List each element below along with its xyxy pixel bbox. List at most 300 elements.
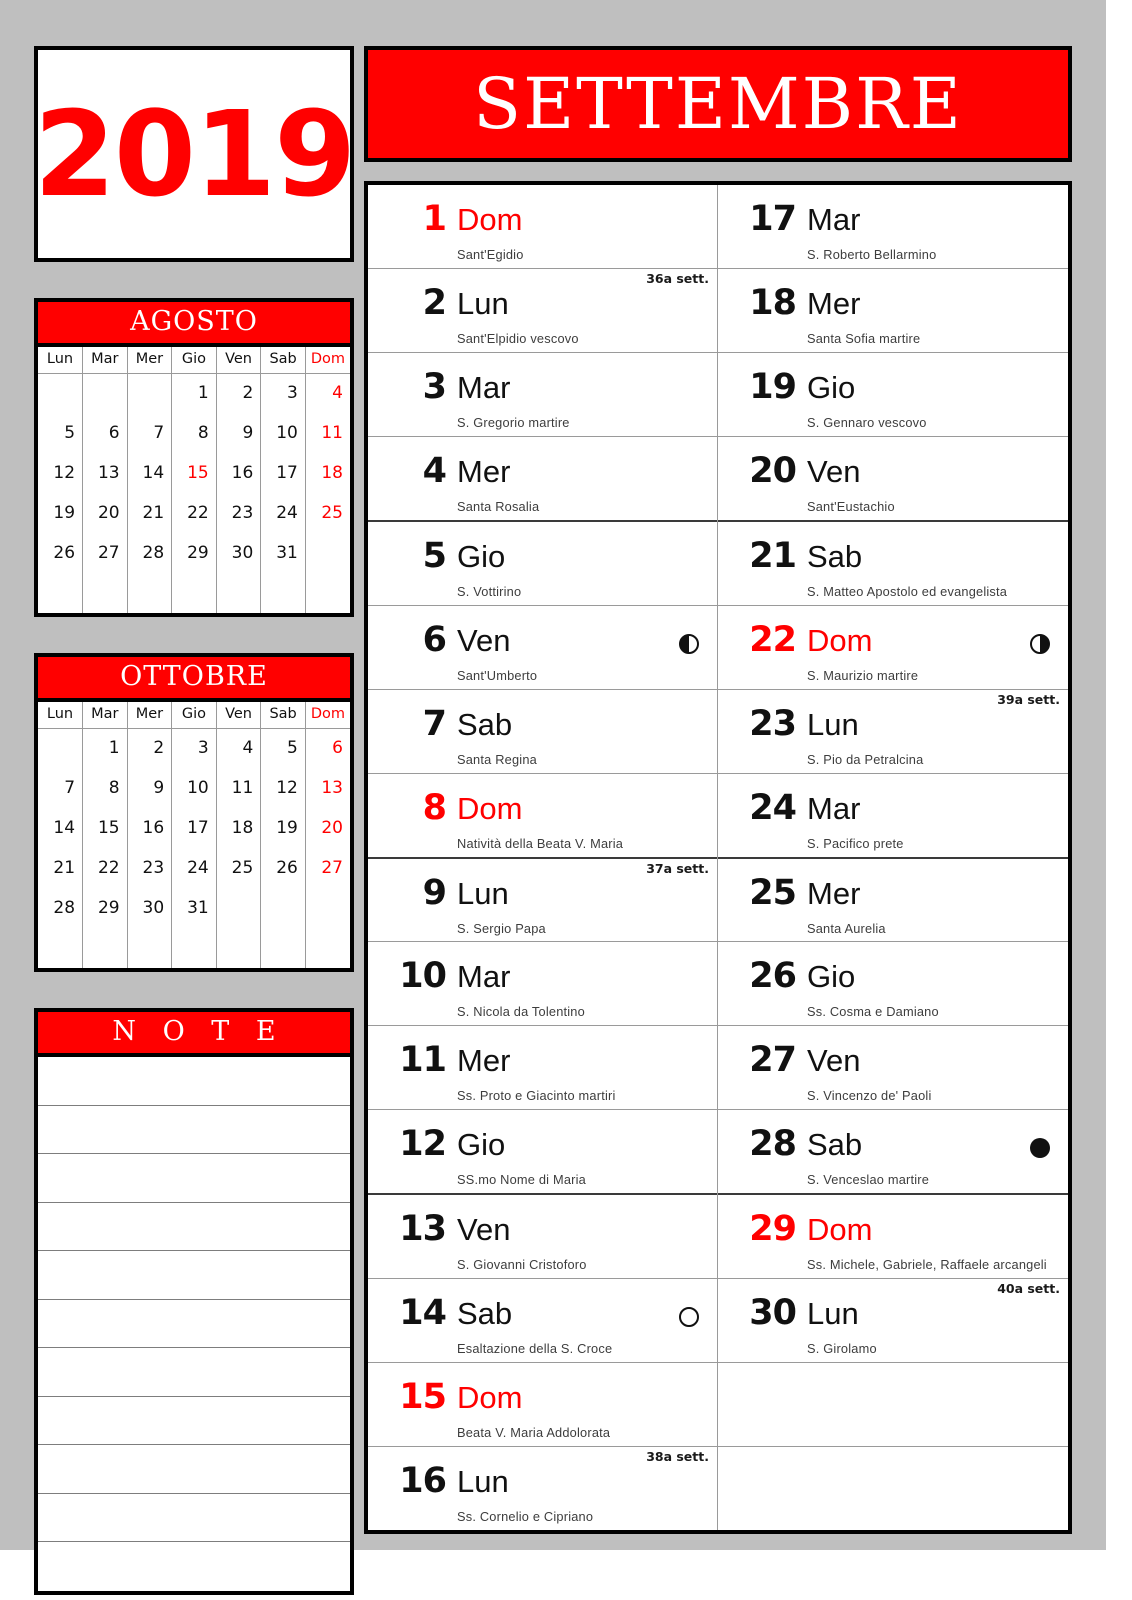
mini-week-row [38, 848, 350, 888]
note-line[interactable] [38, 1348, 350, 1397]
saint-name: Natività della Beata V. Maria [457, 835, 624, 851]
mini-day-cell[interactable]: 27 [83, 533, 128, 573]
note-line[interactable] [38, 1542, 350, 1591]
mini-weekday-header: Dom [305, 702, 350, 728]
saint-name: S. Sergio Papa [457, 920, 546, 936]
day-number: 9 [422, 872, 446, 913]
mini-day-cell[interactable]: 19 [38, 493, 83, 533]
mini-day-cell [261, 888, 306, 928]
mini-day-cell[interactable]: 13 [305, 768, 350, 808]
mini-weekday-header: Lun [38, 347, 83, 373]
mini-day-cell[interactable]: 3 [261, 373, 306, 413]
day-header [368, 1040, 717, 1081]
day-weekday-name: Gio [807, 959, 856, 995]
day-number: 2 [422, 282, 446, 323]
mini-weekday-header: Lun [38, 702, 83, 728]
day-weekday-name: Dom [457, 202, 523, 237]
day-weekday-name: Mer [807, 285, 861, 321]
mini-day-cell[interactable]: 31 [261, 533, 306, 573]
day-weekday-name: Ven [807, 453, 861, 489]
mini-day-cell[interactable]: 18 [216, 808, 261, 848]
day-number: 22 [749, 619, 796, 660]
mini-week-row [38, 373, 350, 413]
saint-name: S. Vottirino [457, 583, 522, 599]
mini-day-cell [127, 928, 172, 968]
day-cell[interactable] [718, 606, 1068, 690]
day-cell[interactable] [368, 1110, 717, 1195]
mini-day-cell [83, 573, 128, 613]
mini-day-cell[interactable]: 17 [261, 453, 306, 493]
day-weekday-name: Sab [807, 1127, 863, 1163]
mini-day-cell[interactable]: 11 [216, 768, 261, 808]
mini-day-cell[interactable]: 22 [83, 848, 128, 888]
mini-day-cell[interactable]: 21 [127, 493, 172, 533]
day-weekday-name: Sab [807, 538, 863, 574]
mini-day-cell[interactable]: 24 [172, 848, 217, 888]
day-header [718, 199, 1068, 239]
day-header [718, 787, 1068, 828]
year-label: 2019 [33, 85, 355, 223]
note-line[interactable] [38, 1445, 350, 1494]
mini-week-row [38, 888, 350, 928]
mini-day-cell[interactable]: 9 [127, 768, 172, 808]
day-number: 29 [749, 1209, 796, 1250]
day-weekday-name: Ven [807, 1043, 861, 1079]
mini-week-row [38, 413, 350, 453]
mini-day-cell[interactable]: 26 [38, 533, 83, 573]
mini-day-cell [216, 928, 261, 968]
note-line[interactable] [38, 1397, 350, 1446]
mini-week-row [38, 573, 350, 613]
mini-day-cell[interactable]: 27 [305, 848, 350, 888]
mini-day-cell[interactable]: 10 [261, 413, 306, 453]
day-header [718, 282, 1068, 323]
day-cell[interactable] [718, 1110, 1068, 1195]
day-number: 11 [399, 1040, 446, 1081]
day-header [718, 872, 1068, 913]
mini-day-cell[interactable]: 7 [127, 413, 172, 453]
mini-day-cell[interactable]: 25 [305, 493, 350, 533]
week-number-label: 37a sett. [646, 860, 709, 876]
mini-day-cell[interactable]: 30 [216, 533, 261, 573]
mini-month-next [34, 653, 354, 972]
mini-weekday-header: Dom [305, 347, 350, 373]
days-column-first-half [368, 185, 718, 1530]
day-cell[interactable] [368, 1279, 717, 1363]
day-weekday-name: Lun [807, 706, 859, 742]
day-header [718, 1293, 1068, 1334]
mini-day-cell [38, 728, 83, 768]
mini-day-cell[interactable]: 28 [127, 533, 172, 573]
day-number: 28 [749, 1124, 796, 1165]
mini-month-previous [34, 298, 354, 617]
mini-day-cell [83, 928, 128, 968]
mini-day-cell [38, 928, 83, 968]
day-weekday-name: Gio [457, 1127, 506, 1163]
day-header [368, 787, 717, 828]
mini-month-grid [38, 347, 350, 613]
saint-name: S. Roberto Bellarmino [807, 247, 937, 262]
mini-day-cell[interactable]: 14 [127, 453, 172, 493]
mini-weekday-header: Sab [261, 702, 306, 728]
saint-name: S. Girolamo [807, 1341, 877, 1357]
mini-day-cell[interactable]: 8 [83, 768, 128, 808]
day-header [368, 1461, 717, 1502]
day-cell[interactable] [718, 437, 1068, 522]
saint-name: Ss. Cornelio e Cipriano [457, 1509, 594, 1525]
mini-day-cell[interactable]: 26 [261, 848, 306, 888]
day-cell[interactable] [368, 859, 717, 943]
day-cell[interactable] [368, 522, 717, 606]
day-number: 27 [749, 1040, 796, 1081]
mini-day-cell [83, 373, 128, 413]
day-weekday-name: Gio [457, 538, 506, 574]
day-cell[interactable] [368, 185, 717, 269]
year-box [34, 46, 354, 262]
day-header [368, 1377, 717, 1418]
day-number: 17 [749, 199, 796, 239]
day-header [368, 703, 717, 744]
mini-day-cell[interactable]: 1 [83, 728, 128, 768]
day-weekday-name: Ven [457, 622, 511, 658]
mini-weekday-header: Mer [127, 347, 172, 373]
day-number: 6 [422, 619, 446, 660]
day-weekday-name: Mar [807, 202, 861, 237]
mini-week-row [38, 728, 350, 768]
mini-day-cell[interactable]: 7 [38, 768, 83, 808]
saint-name: S. Pio da Petralcina [807, 751, 924, 767]
day-cell[interactable] [718, 185, 1068, 269]
mini-day-cell[interactable]: 20 [305, 808, 350, 848]
saint-name: S. Vincenzo de' Paoli [807, 1088, 932, 1104]
day-header [718, 1124, 1068, 1165]
mini-day-cell [127, 373, 172, 413]
week-number-label: 38a sett. [646, 1449, 709, 1465]
day-number: 1 [422, 199, 446, 239]
mini-day-cell[interactable]: 25 [216, 848, 261, 888]
mini-day-cell[interactable]: 5 [38, 413, 83, 453]
day-number: 23 [749, 703, 796, 744]
mini-day-cell [305, 533, 350, 573]
mini-day-cell[interactable]: 24 [261, 493, 306, 533]
mini-day-cell[interactable]: 8 [172, 413, 217, 453]
mini-day-cell[interactable]: 21 [38, 848, 83, 888]
mini-day-cell [172, 928, 217, 968]
day-header [718, 535, 1068, 576]
day-weekday-name: Mer [457, 1043, 511, 1079]
mini-day-cell[interactable]: 4 [216, 728, 261, 768]
mini-weekday-header: Ven [216, 347, 261, 373]
saint-name: S. Nicola da Tolentino [457, 1004, 585, 1020]
day-number: 20 [749, 450, 796, 491]
mini-week-row [38, 808, 350, 848]
mini-week-row [38, 928, 350, 968]
day-cell[interactable] [368, 1363, 717, 1447]
saint-name: S. Giovanni Cristoforo [457, 1257, 587, 1273]
note-box [34, 1008, 354, 1595]
day-cell[interactable] [368, 774, 717, 859]
day-cell[interactable] [718, 1279, 1068, 1363]
day-weekday-name: Lun [807, 1296, 859, 1332]
note-line[interactable] [38, 1203, 350, 1252]
day-header [368, 1209, 717, 1250]
note-line[interactable] [38, 1106, 350, 1155]
mini-day-cell [305, 888, 350, 928]
moon-phase-first-icon [1030, 634, 1050, 654]
day-weekday-name: Mer [807, 875, 861, 911]
saint-name: S. Gregorio martire [457, 414, 570, 430]
saint-name: SS.mo Nome di Maria [457, 1172, 586, 1188]
mini-day-cell[interactable]: 31 [172, 888, 217, 928]
day-cell[interactable] [718, 1026, 1068, 1110]
day-weekday-name: Mar [807, 790, 861, 826]
day-cell[interactable] [368, 942, 717, 1026]
day-header [368, 956, 717, 997]
day-header [368, 450, 717, 491]
mini-day-cell[interactable]: 5 [261, 728, 306, 768]
day-number: 7 [422, 703, 446, 744]
day-cell-empty [718, 1363, 1068, 1447]
day-number: 8 [422, 787, 446, 828]
day-number: 12 [399, 1124, 446, 1165]
mini-day-cell[interactable]: 12 [261, 768, 306, 808]
day-weekday-name: Lun [457, 285, 509, 321]
day-header [718, 956, 1068, 997]
mini-weekday-header-row [38, 702, 350, 728]
saint-name: Ss. Cosma e Damiano [807, 1004, 939, 1020]
mini-weekday-header: Gio [172, 347, 217, 373]
day-header [718, 1040, 1068, 1081]
mini-week-row [38, 768, 350, 808]
saint-name: S. Gennaro vescovo [807, 414, 927, 430]
saint-name: Beata V. Maria Addolorata [457, 1425, 611, 1441]
day-cell[interactable] [368, 437, 717, 522]
mini-day-cell [216, 573, 261, 613]
week-number-label: 36a sett. [646, 270, 709, 286]
mini-day-cell[interactable]: 16 [216, 453, 261, 493]
day-weekday-name: Mar [457, 959, 511, 995]
month-title: SETTEMBRE [473, 63, 963, 145]
mini-day-cell[interactable]: 30 [127, 888, 172, 928]
day-weekday-name: Dom [457, 790, 523, 826]
mini-day-cell[interactable]: 3 [172, 728, 217, 768]
day-header [368, 872, 717, 913]
day-number: 16 [399, 1461, 446, 1502]
mini-day-cell [216, 888, 261, 928]
day-header [368, 1124, 717, 1165]
day-cell[interactable] [368, 1447, 717, 1530]
day-header [718, 450, 1068, 491]
day-header [718, 703, 1068, 744]
day-number: 5 [422, 535, 446, 576]
days-column-second-half [718, 185, 1068, 1530]
mini-day-cell[interactable]: 4 [305, 373, 350, 413]
day-weekday-name: Sab [457, 1296, 513, 1332]
mini-weekday-header-row [38, 347, 350, 373]
mini-week-row [38, 533, 350, 573]
mini-day-cell[interactable]: 15 [83, 808, 128, 848]
saint-name: S. Matteo Apostolo ed evangelista [807, 583, 1008, 599]
mini-day-cell[interactable]: 2 [127, 728, 172, 768]
saint-name: Santa Sofia martire [807, 330, 921, 346]
mini-day-cell[interactable]: 13 [83, 453, 128, 493]
mini-weekday-header: Mer [127, 702, 172, 728]
mini-day-cell[interactable]: 29 [172, 533, 217, 573]
mini-day-cell [261, 928, 306, 968]
mini-day-cell[interactable]: 1 [172, 373, 217, 413]
mini-day-cell [38, 573, 83, 613]
mini-day-cell[interactable]: 18 [305, 453, 350, 493]
mini-weekday-header: Mar [83, 347, 128, 373]
day-number: 26 [749, 956, 796, 997]
mini-day-cell[interactable]: 16 [127, 808, 172, 848]
moon-phase-last-icon [679, 634, 699, 654]
left-column [34, 46, 354, 1595]
day-number: 18 [749, 282, 796, 323]
mini-day-cell[interactable]: 29 [83, 888, 128, 928]
mini-day-cell[interactable]: 15 [172, 453, 217, 493]
day-weekday-name: Gio [807, 369, 856, 405]
mini-day-cell [172, 573, 217, 613]
days-panel [364, 181, 1072, 1534]
mini-day-cell[interactable]: 23 [216, 493, 261, 533]
mini-day-cell[interactable]: 19 [261, 808, 306, 848]
day-header [368, 535, 717, 576]
day-header [368, 282, 717, 323]
week-number-label: 39a sett. [997, 691, 1060, 707]
day-header [718, 366, 1068, 407]
saint-name: Santa Aurelia [807, 920, 886, 936]
mini-day-cell[interactable]: 17 [172, 808, 217, 848]
saint-name: Sant'Eustachio [807, 498, 895, 514]
day-number: 3 [422, 366, 446, 407]
mini-day-cell[interactable]: 14 [38, 808, 83, 848]
saint-name: Sant'Elpidio vescovo [457, 330, 579, 346]
mini-month-title: AGOSTO [38, 302, 350, 347]
day-weekday-name: Dom [457, 1380, 523, 1416]
day-number: 19 [749, 366, 796, 407]
day-cell[interactable] [718, 353, 1068, 437]
mini-day-cell [38, 373, 83, 413]
note-lines[interactable] [38, 1057, 350, 1591]
day-header [368, 366, 717, 407]
day-cell[interactable] [718, 1195, 1068, 1279]
mini-day-cell [127, 573, 172, 613]
mini-day-cell[interactable]: 10 [172, 768, 217, 808]
note-line[interactable] [38, 1494, 350, 1543]
note-line[interactable] [38, 1300, 350, 1349]
day-weekday-name: Lun [457, 875, 509, 911]
day-number: 21 [749, 535, 796, 576]
day-weekday-name: Dom [807, 1212, 873, 1248]
note-line[interactable] [38, 1057, 350, 1106]
mini-weekday-header: Ven [216, 702, 261, 728]
day-cell[interactable] [718, 942, 1068, 1026]
saint-name: S. Venceslao martire [807, 1172, 930, 1188]
day-number: 25 [749, 872, 796, 913]
saint-name: Sant'Egidio [457, 247, 524, 262]
mini-day-cell[interactable]: 6 [83, 413, 128, 453]
mini-day-cell [261, 573, 306, 613]
mini-weekday-header: Gio [172, 702, 217, 728]
mini-day-cell[interactable]: 11 [305, 413, 350, 453]
saint-name: Santa Regina [457, 751, 537, 767]
saint-name: Santa Rosalia [457, 498, 540, 514]
mini-day-cell[interactable]: 23 [127, 848, 172, 888]
day-number: 24 [749, 787, 796, 828]
mini-month-title: OTTOBRE [38, 657, 350, 702]
day-cell[interactable] [718, 774, 1068, 859]
day-cell[interactable] [718, 269, 1068, 353]
mini-day-cell [305, 928, 350, 968]
mini-day-cell [305, 573, 350, 613]
day-weekday-name: Mar [457, 369, 511, 405]
mini-day-cell[interactable]: 20 [83, 493, 128, 533]
day-cell[interactable] [368, 690, 717, 774]
day-cell[interactable] [368, 606, 717, 690]
note-title: N O T E [38, 1012, 350, 1057]
mini-day-cell[interactable]: 9 [216, 413, 261, 453]
mini-day-cell[interactable]: 22 [172, 493, 217, 533]
mini-weekday-header: Sab [261, 347, 306, 373]
week-number-label: 40a sett. [997, 1281, 1060, 1297]
day-header [718, 1209, 1068, 1250]
day-header [718, 619, 1068, 660]
day-cell[interactable] [718, 522, 1068, 606]
day-cell[interactable] [718, 690, 1068, 774]
saint-name: Esaltazione della S. Croce [457, 1341, 613, 1357]
saint-name: Sant'Umberto [457, 667, 538, 683]
mini-weekday-header: Mar [83, 702, 128, 728]
day-cell[interactable] [368, 269, 717, 353]
note-line[interactable] [38, 1154, 350, 1203]
day-number: 30 [749, 1293, 796, 1334]
day-weekday-name: Dom [807, 622, 873, 658]
day-cell-empty [718, 1447, 1068, 1530]
day-header [368, 619, 717, 660]
day-header [368, 199, 717, 239]
day-weekday-name: Mer [457, 453, 511, 489]
day-cell[interactable] [718, 859, 1068, 943]
mini-day-cell[interactable]: 12 [38, 453, 83, 493]
mini-day-cell[interactable]: 28 [38, 888, 83, 928]
mini-day-cell[interactable]: 2 [216, 373, 261, 413]
day-weekday-name: Lun [457, 1464, 509, 1500]
day-number: 14 [399, 1293, 446, 1334]
mini-week-row [38, 493, 350, 533]
note-line[interactable] [38, 1251, 350, 1300]
day-number: 15 [399, 1377, 446, 1418]
day-number: 13 [399, 1209, 446, 1250]
day-number: 4 [422, 450, 446, 491]
mini-day-cell[interactable]: 6 [305, 728, 350, 768]
day-number: 10 [399, 956, 446, 997]
saint-name: S. Maurizio martire [807, 667, 919, 683]
day-cell[interactable] [368, 353, 717, 437]
saint-name: Ss. Proto e Giacinto martiri [457, 1088, 616, 1104]
mini-week-row [38, 453, 350, 493]
mini-month-grid [38, 702, 350, 968]
day-cell[interactable] [368, 1195, 717, 1279]
day-weekday-name: Sab [457, 706, 513, 742]
day-cell[interactable] [368, 1026, 717, 1110]
saint-name: Ss. Michele, Gabriele, Raffaele arcangeli [807, 1257, 1047, 1273]
saint-name: S. Pacifico prete [807, 835, 904, 851]
month-banner [364, 46, 1072, 162]
right-column [364, 46, 1072, 1534]
day-weekday-name: Ven [457, 1212, 511, 1248]
day-header [368, 1293, 717, 1334]
